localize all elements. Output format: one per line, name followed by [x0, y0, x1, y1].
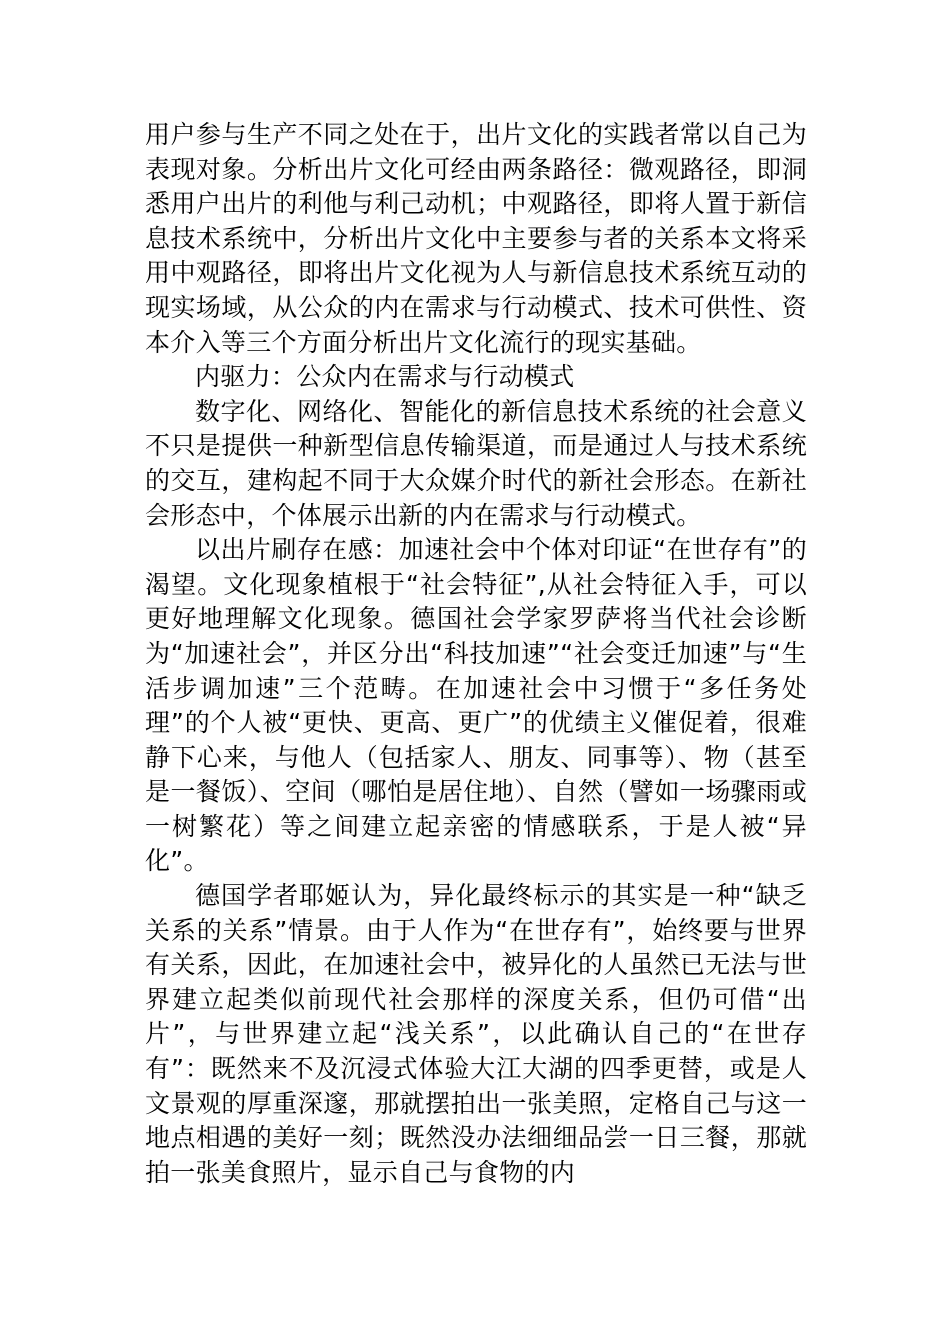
paragraph-new-social-form: 数字化、网络化、智能化的新信息技术系统的社会意义不只是提供一种新型信息传输渠道，而是通过人与技术系统的交互，建构起不同于大众媒介时代的新社会形态。在新社会形态中，个体展示出新的内在需求与行动模式。 — [145, 396, 807, 530]
document-body — [145, 118, 807, 1190]
section-heading: 内驱力：公众内在需求与行动模式 — [195, 362, 575, 392]
paragraph-alienation-relations: 德国学者耶姬认为，异化最终标示的其实是一种“缺乏关系的关系”情景。由于人作为“在世存有”，始终要与世界有关系，因此，在加速社会中，被异化的人虽然已无法与世界建立起类似前现代社会那样的深度关系，但仍可借“出片”，与世界建立起“浅关系”，以此确认自己的“在世存有”：既然来不及沉浸式体验大江大湖的四季更替，或是人文景观的厚重深邃，那就摆拍出一张美照，定格自己与这一地点相遇的美好一刻；既然没办法细细品尝一日三餐，那就拍一张美食照片，显示自己与食物的内 — [145, 881, 807, 1187]
paragraph-acceleration-society: 以出片刷存在感：加速社会中个体对印证“在世存有”的渴望。文化现象植根于“社会特征”,从社会特征入手，可以更好地理解文化现象。德国社会学家罗萨将当代社会诊断为“加速社会”，并区分出“科技加速”“社会变迁加速”与“生活步调加速”三个范畴。在加速社会中习惯于“多任务处理”的个人被“更快、更高、更广”的优绩主义催促着，很难静下心来，与他人（包括家人、朋友、同事等）、物（甚至是一餐饭）、空间（哪怕是居住地）、自然（譬如一场骤雨或一树繁花）等之间建立起亲密的情感联系，于是人被“异化”。 — [145, 535, 807, 876]
paragraph-intro-continued: 用户参与生产不同之处在于，出片文化的实践者常以自己为表现对象。分析出片文化可经由两条路径：微观路径，即洞悉用户出片的利他与利己动机；中观路径，即将人置于新信息技术系统中，分析出片文化中主要参与者的关系本文将采用中观路径，即将出片文化视为人与新信息技术系统互动的现实场域，从公众的内在需求与行动模式、技术可供性、资本介入等三个方面分析出片文化流行的现实基础。 — [145, 120, 807, 357]
